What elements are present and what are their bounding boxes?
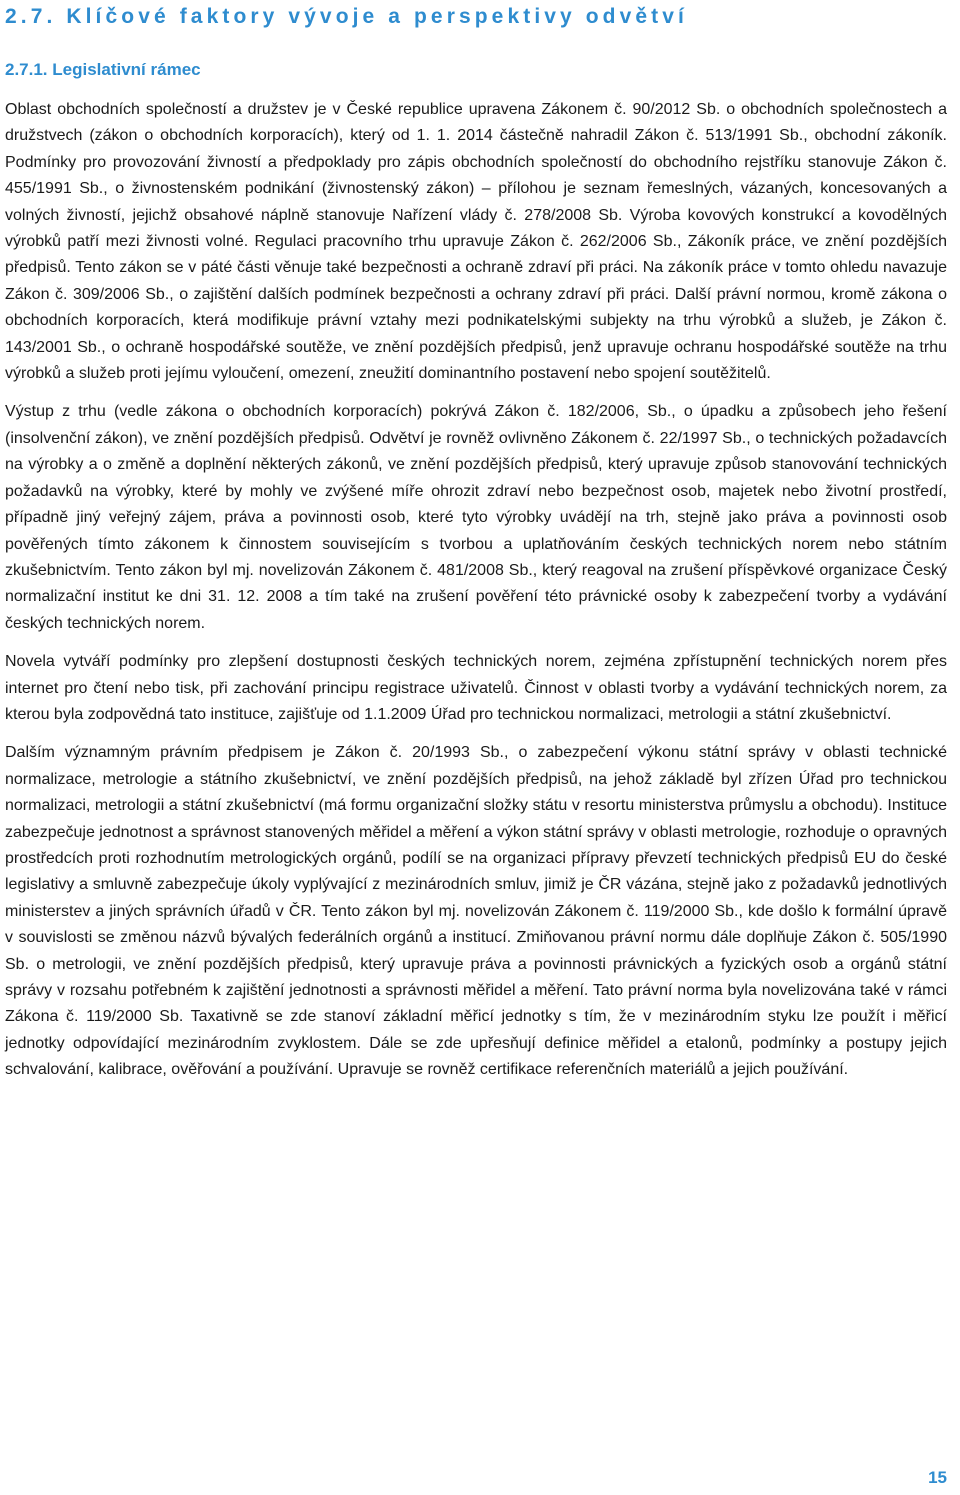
paragraph: Novela vytváří podmínky pro zlepšení dostupnosti českých technických norem, zejména zpřístupnění technických norem přes internet pro čtení nebo tisk, při zachování principu registrace uživatelů. Činnost v oblasti tvorby a vydávání technických norem, za kterou byla zodpovědná tato instituce, zajišťuje od 1.1.2009 Úřad pro technickou normalizaci, metrologii a státní zkušebnictví.	[5, 653, 947, 723]
section-title: 2.7.1. Legislativní rámec	[5, 60, 201, 79]
body-text	[5, 97, 947, 1096]
chapter-title: 2.7. Klíčové faktory vývoje a perspektivy odvětví	[5, 5, 688, 28]
document-page	[5, 0, 947, 1495]
paragraph: Dalším významným právním předpisem je Zákon č. 20/1993 Sb., o zabezpečení výkonu státní správy v oblasti technické normalizace, metrologie a státního zkušebnictví, ve znění pozdějších předpisů, na jehož základě byl zřízen Úřad pro technickou normalizaci, metrologii a státní zkušebnictví (má formu organizační složky státu v resortu ministerstva průmyslu a obchodu). Instituce zabezpečuje jednotnost a správnost stanovených měřidel a měření a výkon státní správy v oblasti metrologie, rozhoduje o opravných prostředcích proti rozhodnutím metrologických orgánů, podílí se na organizaci přípravy převzetí technických předpisů EU do české legislativy a smluvně zabezpečuje úkoly vyplývající z mezinárodních smluv, jimiž je ČR vázána, stejně jako z požadavků jednotlivých ministerstev a jiných správních úřadů v ČR. Tento zákon byl mj. novelizován Zákonem č. 119/2000 Sb., kde došlo k formální úpravě v souvislosti se změnou názvů bývalých federálních orgánů a institucí. Zmiňovanou právní normu dále doplňuje Zákon č. 505/1990 Sb. o metrologii, ve znění pozdějších předpisů, který upravuje práva a povinnosti právnických a fyzických osob a orgánů státní správy v rozsahu potřebném k zajištění jednotnosti a správnosti měřidel a měření. Tato právní norma byla novelizována také v rámci Zákona č. 119/2000 Sb. Taxativně se zde stanoví základní měřicí jednotky s tím, že v mezinárodním styku lze použít i měřicí jednotky odpovídající mezinárodním zvyklostem. Dále se zde upřesňují definice měřidel a etalonů, podmínky a postupy jejich schvalování, kalibrace, ověřování a používání. Upravuje se rovněž certifikace referenčních materiálů a jejich používání.	[5, 744, 947, 1079]
paragraph: Oblast obchodních společností a družstev je v České republice upravena Zákonem č. 90/2012 Sb. o obchodních společnostech a družstvech (zákon o obchodních korporacích), který od 1. 1. 2014 částečně nahradil Zákon č. 513/1991 Sb., obchodní zákoník. Podmínky pro provozování živností a předpoklady pro zápis obchodních společností do obchodního rejstříku stanovuje Zákon č. 455/1991 Sb., o živnostenském podnikání (živnostenský zákon) – přílohou je seznam řemeslných, vázaných, koncesovaných a volných živností, jejichž obsahové náplně stanovuje Nařízení vlády č. 278/2008 Sb. Výroba kovových konstrukcí a kovodělných výrobků patří mezi živnosti volné. Regulaci pracovního trhu upravuje Zákon č. 262/2006 Sb., Zákoník práce, ve znění pozdějších předpisů. Tento zákon se v páté části věnuje také bezpečnosti a ochraně zdraví při práci. Na zákoník práce v tomto ohledu navazuje Zákon č. 309/2006 Sb., o zajištění dalších podmínek bezpečnosti a ochrany zdraví při práci. Další právní normou, kromě zákona o obchodních korporacích, která modifikuje právní vztahy mezi podnikatelskými subjekty na trhu výrobků a služeb, je Zákon č. 143/2001 Sb., o ochraně hospodářské soutěže, ve znění pozdějších předpisů, jenž upravuje ochranu hospodářské soutěže na trhu výrobků a služeb proti jejímu vyloučení, omezení, zneužití dominantního postavení nebo spojení soutěžitelů.	[5, 101, 947, 383]
paragraph: Výstup z trhu (vedle zákona o obchodních korporacích) pokrývá Zákon č. 182/2006, Sb., o úpadku a způsobech jeho řešení (insolvenční zákon), ve znění pozdějších předpisů. Odvětví je rovněž ovlivněno Zákonem č. 22/1997 Sb., o technických požadavcích na výrobky a o změně a doplnění některých zákonů, ve znění pozdějších předpisů, který upravuje způsob stanovování technických požadavků na výrobky, které by mohly ve zvýšené míře ohrozit zdraví nebo bezpečnost osob, majetek nebo životní prostředí, případně jiný veřejný zájem, práva a povinnosti osob, které tyto výrobky uvádějí na trh, stejně jako práva a povinnosti osob pověřených tímto zákonem k činnostem souvisejícím s tvorbou a uplatňováním českých technických norem nebo státním zkušebnictvím. Tento zákon byl mj. novelizován Zákonem č. 481/2008 Sb., který reagoval na zrušení příspěvkové organizace Český normalizační institut ke dni 31. 12. 2008 a tím také na zrušení pověření této právnické osoby k zabezpečení tvorby a vydávání českých technických norem.	[5, 403, 947, 632]
page-number: 15	[928, 1468, 947, 1487]
